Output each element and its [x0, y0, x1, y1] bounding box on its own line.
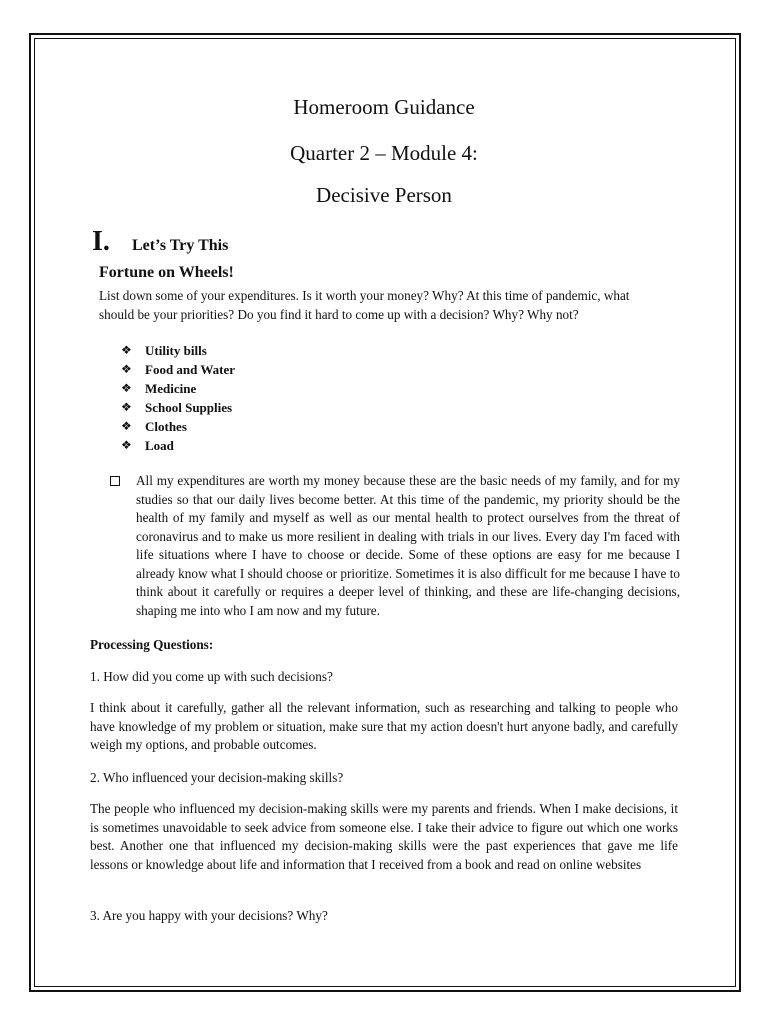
answer-2: The people who influenced my decision-making skills were my parents and friends. When I make decisions, it is sometimes unavoidable to seek advice from someone else. I take their advice to figure out which one works best. Another one that influenced my decision-making skills were the past experiences that gave me life lessons or knowledge about life and information that I received from a book and read on online websites	[90, 801, 678, 872]
expenditure-list	[121, 341, 235, 455]
section-heading	[92, 226, 492, 258]
question-2: 2. Who influenced your decision-making skills?	[90, 770, 344, 785]
answer-item	[110, 472, 680, 620]
diamond-bullet-icon: ❖	[121, 343, 132, 357]
section-title: Let’s Try This	[132, 237, 229, 254]
list-item: ❖ Utility bills	[121, 343, 207, 358]
diamond-bullet-icon: ❖	[121, 362, 132, 376]
activity-title: Fortune on Wheels!	[99, 264, 234, 281]
answer-paragraph: All my expenditures are worth my money because these are the basic needs of my family, and for my studies so that our daily lives become better. At this time of the pandemic, my priority should be the health of my family and myself as well as our mental health to protect ourselves from the threat of coronavirus and to make us more resilient in dealing with trials in our lives. Every day I'm faced with life situations where I have to choose or decide. Some of these options are easy for me because I already know what I should choose or prioritize. Sometimes it is also difficult for me because I have to think about it carefully or requires a deeper level of thinking, and these are life-changing decisions, shaping me into who I am now and my future.	[136, 473, 680, 618]
checkbox-bullet-icon	[110, 476, 120, 486]
diamond-bullet-icon: ❖	[121, 438, 132, 452]
list-item: ❖ Load	[121, 438, 174, 453]
module-title: Homeroom Guidance	[293, 95, 475, 119]
list-item: ❖ School Supplies	[121, 400, 233, 415]
module-subtitle: Decisive Person	[316, 183, 452, 207]
diamond-bullet-icon: ❖	[121, 400, 132, 414]
question-3: 3. Are you happy with your decisions? Why?	[90, 908, 328, 923]
processing-questions-heading: Processing Questions:	[90, 637, 214, 652]
section-numeral: I.	[92, 226, 110, 257]
diamond-bullet-icon: ❖	[121, 419, 132, 433]
diamond-bullet-icon: ❖	[121, 381, 132, 395]
answer-1: I think about it carefully, gather all the relevant information, such as researching and talking to people who have knowledge of my problem or situation, make sure that my action doesn't hurt anyone badly, and carefully weigh my options, and probable outcomes.	[90, 700, 678, 752]
question-1: 1. How did you come up with such decisions?	[90, 669, 333, 684]
list-item: ❖ Food and Water	[121, 362, 236, 377]
activity-instructions: List down some of your expenditures. Is it worth your money? Why? At this time of pandemic, what should be your priorities? Do you find it hard to come up with a decision? Why? Why not?	[99, 288, 630, 322]
list-item: ❖ Medicine	[121, 381, 197, 396]
module-quarter: Quarter 2 – Module 4:	[290, 141, 478, 165]
list-item: ❖ Clothes	[121, 419, 187, 434]
